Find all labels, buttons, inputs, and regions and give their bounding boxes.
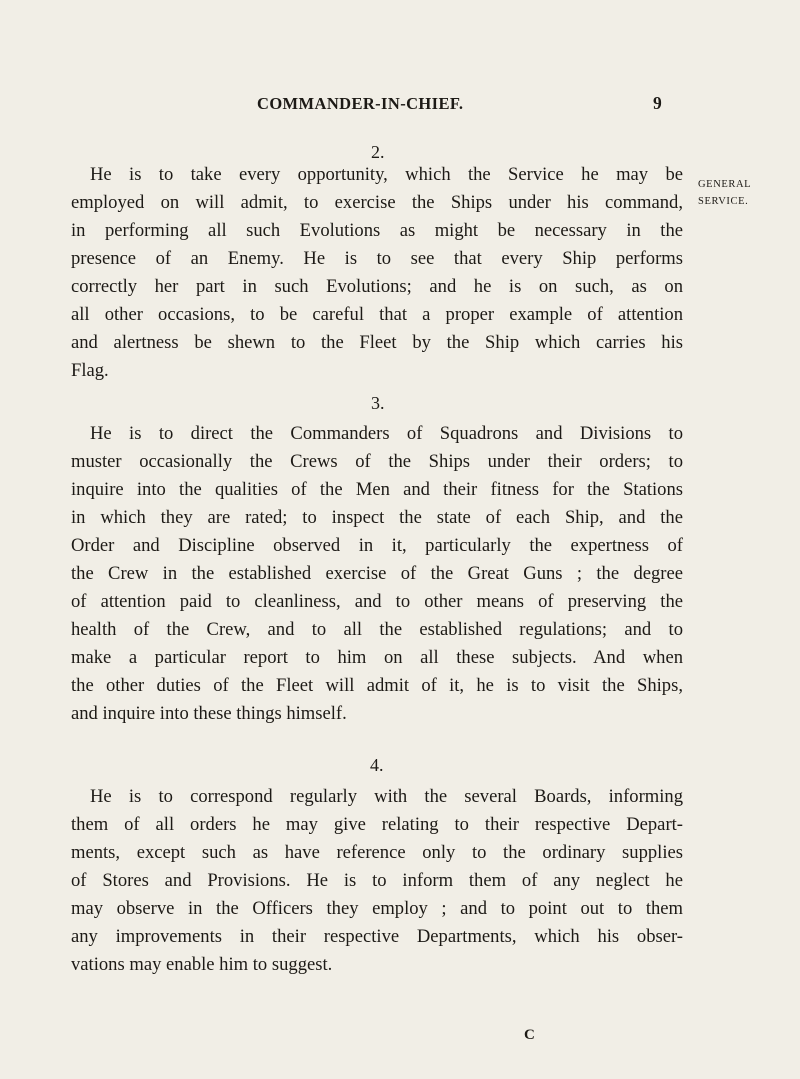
text-line: muster occasionally the Crews of the Ships under their orders; to bbox=[71, 451, 683, 472]
text-line: health of the Crew, and to all the established regulations; and to bbox=[71, 619, 683, 640]
text-line: of Stores and Provisions. He is to inform them of any neglect he bbox=[71, 870, 683, 891]
text-line: all other occasions, to be careful that a proper example of attention bbox=[71, 304, 683, 325]
running-head bbox=[0, 94, 800, 116]
text-line: may observe in the Officers they employ ; and to point out to them bbox=[71, 898, 683, 919]
text-line: He is to correspond regularly with the several Boards, informing bbox=[90, 786, 683, 807]
signature-mark: C bbox=[524, 1027, 535, 1043]
text-line: and alertness be shewn to the Fleet by the Ship which carries his bbox=[71, 332, 683, 353]
text-line: He is to take every opportunity, which the Service he may be bbox=[90, 164, 683, 185]
text-line: He is to direct the Commanders of Squadrons and Divisions to bbox=[90, 423, 683, 444]
page-number: 9 bbox=[653, 93, 662, 113]
text-line: ments, except such as have reference only to the ordinary supplies bbox=[71, 842, 683, 863]
text-line: any improvements in their respective Departments, which his obser- bbox=[71, 926, 683, 947]
margin-note-line: SERVICE. bbox=[698, 196, 749, 207]
margin-note bbox=[698, 176, 784, 210]
text-line: correctly her part in such Evolutions; and he is on such, as on bbox=[71, 276, 683, 297]
text-line: Order and Discipline observed in it, particularly the expertness of bbox=[71, 535, 683, 556]
text-line: make a particular report to him on all these subjects. And when bbox=[71, 647, 683, 668]
paragraph bbox=[71, 420, 683, 728]
text-line: them of all orders he may give relating to their respective Depart- bbox=[71, 814, 683, 835]
margin-note-line: GENERAL bbox=[698, 179, 752, 190]
text-line: Flag. bbox=[71, 360, 109, 381]
running-title: COMMANDER-IN-CHIEF. bbox=[257, 94, 464, 113]
text-line: employed on will admit, to exercise the Ships under his command, bbox=[71, 192, 683, 213]
text-line: vations may enable him to suggest. bbox=[71, 954, 333, 975]
text-line: inquire into the qualities of the Men and their fitness for the Stations bbox=[71, 479, 683, 500]
paragraph bbox=[71, 161, 683, 385]
text-line: of attention paid to cleanliness, and to other means of preserving the bbox=[71, 591, 683, 612]
section-number: 2. bbox=[371, 142, 385, 162]
text-line: the other duties of the Fleet will admit of it, he is to visit the Ships, bbox=[71, 675, 683, 696]
section-number: 4. bbox=[370, 755, 384, 775]
text-line: in which they are rated; to inspect the state of each Ship, and the bbox=[71, 507, 683, 528]
text-line: and inquire into these things himself. bbox=[71, 703, 347, 724]
text-line: presence of an Enemy. He is to see that every Ship performs bbox=[71, 248, 683, 269]
section-number: 3. bbox=[371, 393, 385, 413]
text-line: in performing all such Evolutions as might be necessary in the bbox=[71, 220, 683, 241]
text-line: the Crew in the established exercise of the Great Guns ; the degree bbox=[71, 563, 683, 584]
paragraph bbox=[71, 783, 683, 979]
